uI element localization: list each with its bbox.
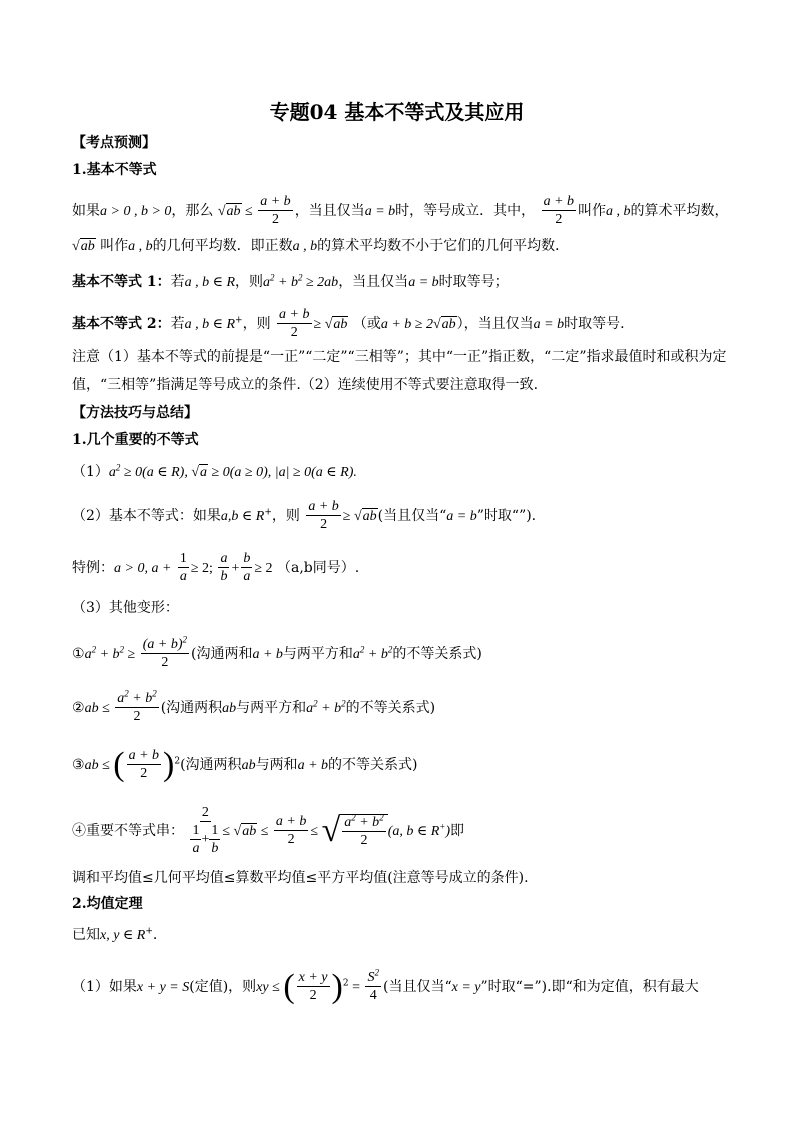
mean-chain-summary: 调和平均值≤几何平均值≤算数平均值≤平方平均值(注意等号成立的条件). (72, 870, 529, 886)
page-title: 专题04 基本不等式及其应用 (269, 100, 525, 124)
note-line-2: 值，“三相等”指满足等号成立的条件.（2）连续使用不等式要注意取得一致. (72, 377, 539, 393)
note-line-1: 注意（1）基本不等式的前提是“一正”“二定”“三相等”；其中“一正”指正数，“二定”指求最值时和或积为定 (72, 349, 727, 365)
inequality-item-1: $(1)a^2 \ge 0(a$ ∈ R), √a ≥ 0(a ≥ 0), |a| ≥ 0(a ∈ R). (72, 462, 357, 480)
paragraph-definition-1: 如果a > 0 , b > 0，那么 √ab ≤ $\frac{a + b}{2}$ ，当且仅当a = b时，等号成立．其中， $\frac{a + b}{2}$ 叫作a , b的算术平均数， (72, 194, 729, 227)
variant-3: ③ab ≤ ( $\frac{a + b}{2}$ )$^2$(沟通两积ab与两和a + b的不等关系式) (72, 746, 418, 783)
inequality-item-2: （2）基本不等式：如果a,b ∈ R+，则 $\frac{a + b}{2}$ ≥ √ab(当且仅当“a = b”时取“”). (72, 499, 537, 532)
paragraph-definition-2: √ab 叫作a , b的几何平均数．即正数a , b的算术平均数不小于它们的几何平均数． (72, 238, 570, 254)
variant-4-inequality-chain: ④重要不等式串： 2 $\frac{1}{a}$ + $\frac{1}{b}$ ≤ √ab ≤ $\frac{a + b}{2}$ ≤ √ $\frac{a^2 + b^2}{2}$ (a, b ∈ R+)即 (72, 805, 465, 856)
subsection-mean-value-theorem: 2.均值定理 (72, 896, 143, 912)
special-case: 特例：a > 0, a + $\frac{1}{a}$ ≥ 2; $\frac{a}{b}$ + $\frac{b}{a}$ ≥ 2 （a,b同号）. (72, 551, 360, 584)
basic-inequality-1: 基本不等式 1：若a , b ∈ R，则$a^2 + b^2 \ge 2ab$，当且仅当a = b时取等号； (72, 272, 509, 290)
variant-1: $①a^2 + b^2$ ≥ $\frac{(a + b)^2}{2}$ (沟通两和a + b与两平方和$a^2 + b^2$的不等关系式) (72, 634, 482, 670)
sqrt-ab: √ab (217, 204, 241, 219)
theorem-item-1: （1）如果x + y = S(定值)，则xy ≤ ( $\frac{x + y}{2}$ )$^2$ = $\frac{S^2}{4}$ (当且仅当“x = y”时取“=”).即“和为定值，积有最大 (72, 967, 699, 1005)
variant-2: ②ab ≤ $\frac{a^2 + b^2}{2}$ (沟通两积ab与两平方和$a^2 + b^2$的不等关系式) (72, 688, 436, 724)
section-header-methods: 【方法技巧与总结】 (72, 405, 198, 421)
other-variants-header: （3）其他变形： (72, 600, 179, 616)
section-header-kaodian: 【考点预测】 (72, 135, 156, 151)
given-condition: 已知x, y ∈ R+. (72, 926, 158, 943)
basic-inequality-2: 基本不等式 2：若a , b ∈ R+，则 $\frac{a + b}{2}$ ≥ √ab （或a + b ≥ 2√ab），当且仅当a = b时取等号. (72, 307, 625, 340)
subsection-important-inequalities: 1.几个重要的不等式 (72, 432, 199, 448)
fraction-a-plus-b-over-2: $\frac{a + b}{2}$ (260, 194, 291, 227)
subsection-basic-inequality: 1.基本不等式 (72, 162, 157, 178)
